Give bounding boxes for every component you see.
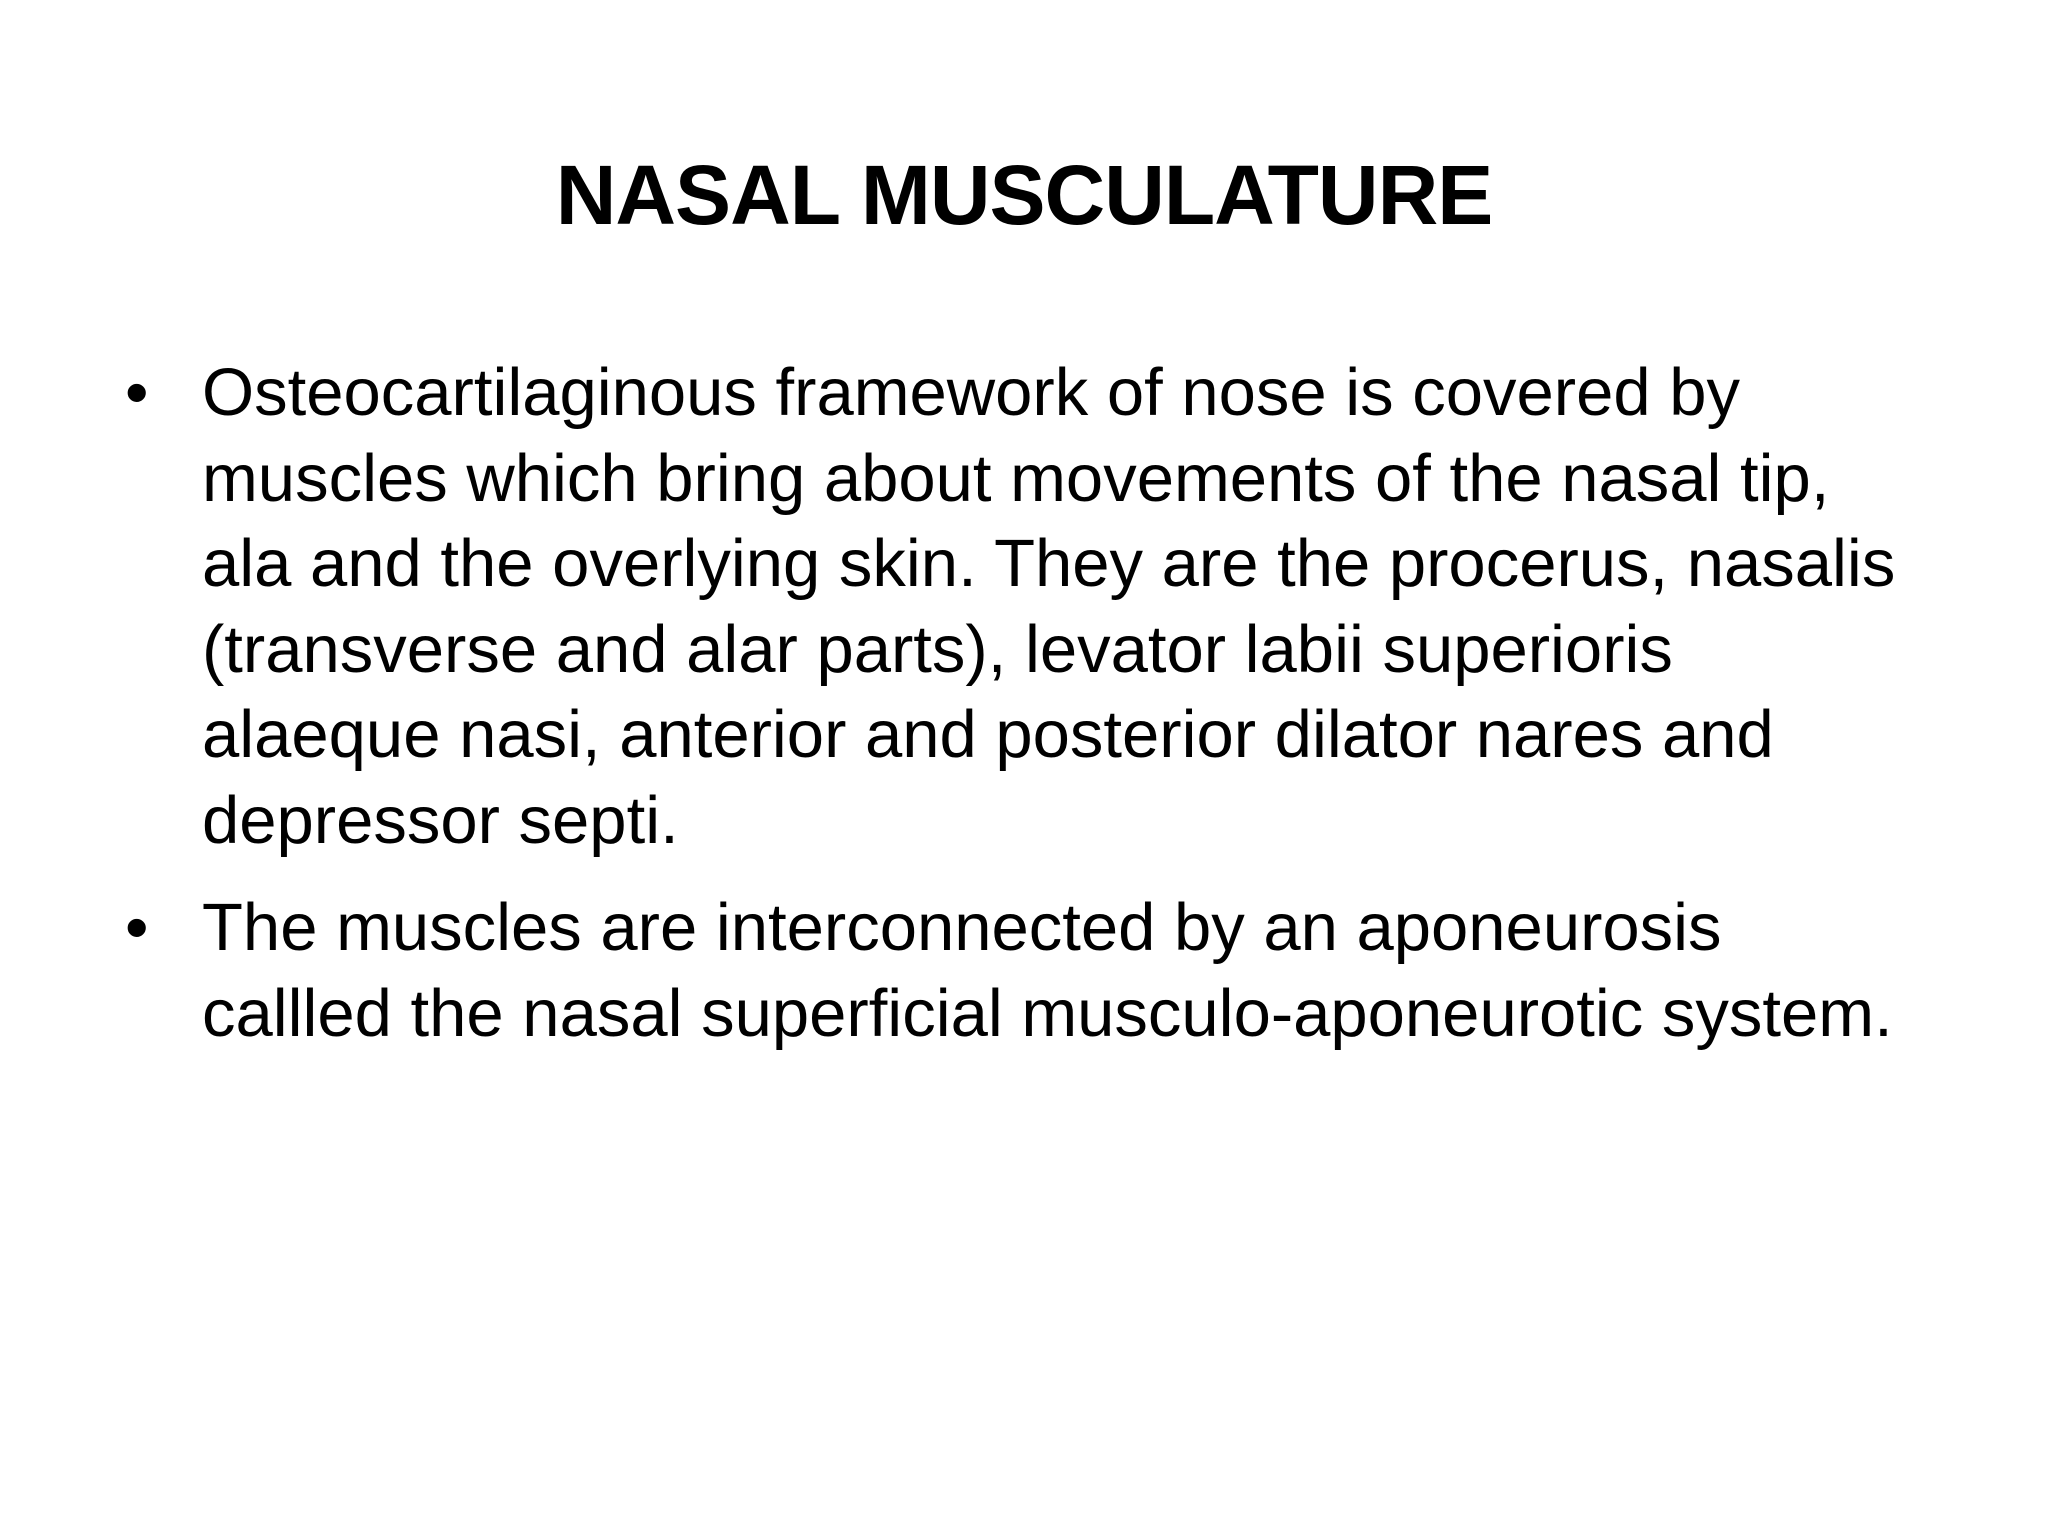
bullet-item <box>120 350 1920 863</box>
bullet-marker: • <box>125 355 149 430</box>
bullet-list <box>120 350 1920 1078</box>
bullet-item <box>120 885 1920 1056</box>
slide-title: NASAL MUSCULATURE <box>555 148 1493 242</box>
bullet-marker: • <box>125 890 149 965</box>
bullet-text: Osteocartilaginous framework of nose is covered by muscles which bring about movements of the nasal tip, ala and the overlying skin. They are the procerus, nasalis (transverse and alar parts), levator labii superioris alaeque nasi, anterior and posterior dilator nares and depressor septi. <box>202 355 1896 858</box>
bullet-text: The muscles are interconnected by an aponeurosis callled the nasal superficial musculo-aponeurotic system. <box>202 890 1893 1051</box>
